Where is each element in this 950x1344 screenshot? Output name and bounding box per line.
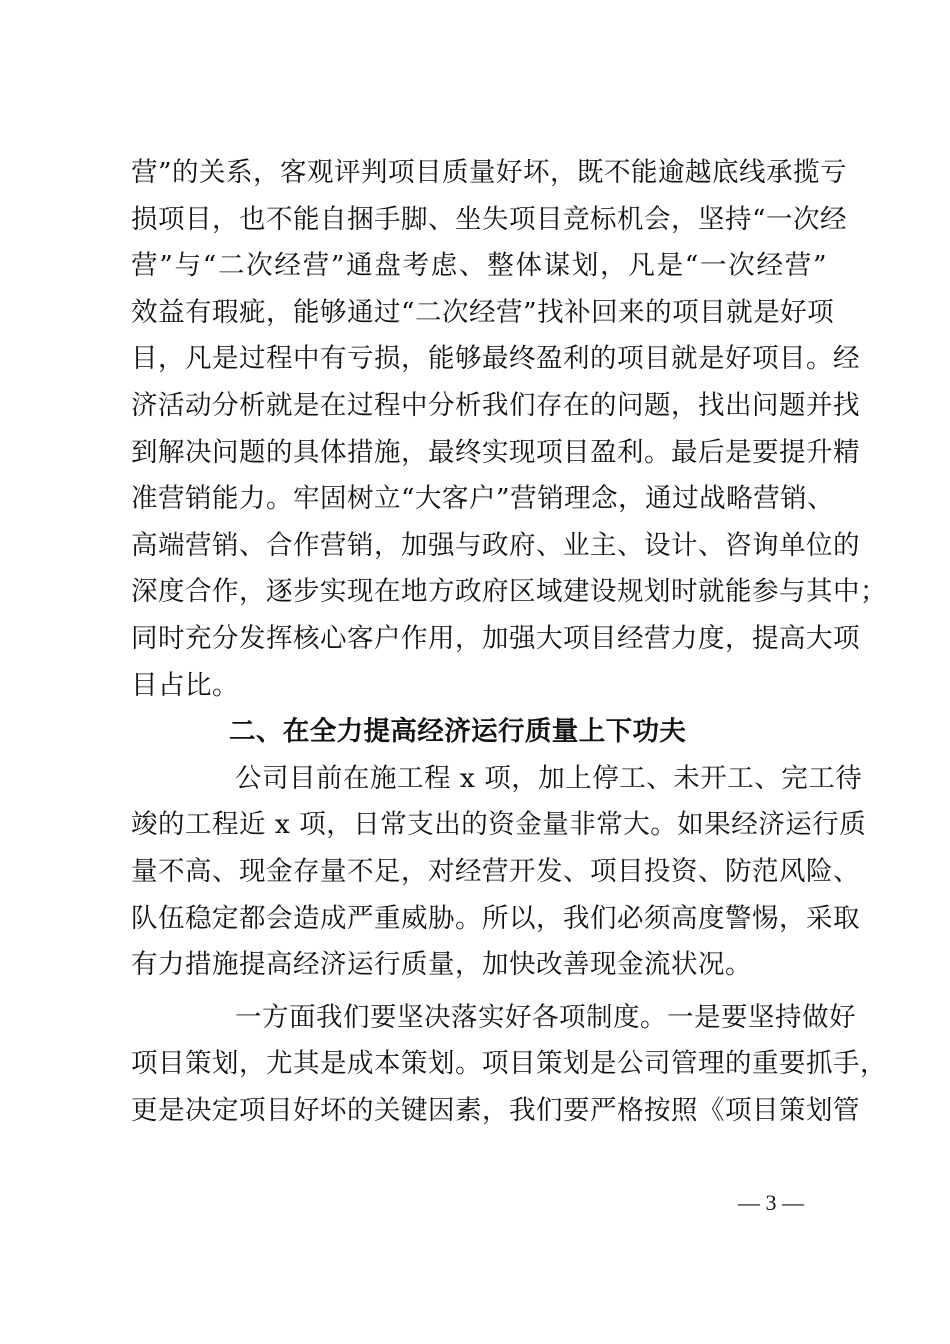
text-line: 队伍稳定都会造成严重威胁。所以，我们必须高度警惕，采取 [131, 902, 860, 934]
page-body [131, 150, 887, 1134]
text-line: 到解决问题的具体措施，最终实现项目盈利。最后是要提升精 [131, 436, 860, 468]
text-line: 损项目，也不能自捆手脚、坐失项目竞标机会，坚持“一次经 [131, 203, 848, 235]
text-line: 济活动分析就是在过程中分析我们存在的问题，找出问题并找 [131, 389, 860, 421]
text-line: 高端营销、合作营销，加强与政府、业主、设计、咨询单位的 [131, 529, 860, 561]
paragraph-1 [131, 150, 887, 709]
text-line: 有力措施提高经济运行质量，加快改善现金流状况。 [131, 949, 752, 981]
text-line: 项目策划，尤其是成本策划。项目策划是公司管理的重要抓手， [131, 1048, 887, 1080]
text-line: 一方面我们要坚决落实好各项制度。一是要坚持做好 [235, 1001, 856, 1033]
text-line: 准营销能力。牢固树立“大客户”营销理念，通过战略营销、 [131, 483, 835, 515]
text-line: 公司目前在施工程 x 项，加上停工、未开工、完工待 [235, 762, 863, 794]
text-line: 同时充分发挥核心客户作用，加强大项目经营力度，提高大项 [131, 622, 860, 654]
page-number: — 3 — [738, 1190, 804, 1215]
text-line: 竣的工程近 x 项，日常支出的资金量非常大。如果经济运行质 [131, 809, 867, 841]
text-line: 效益有瑕疵，能够通过“二次经营”找补回来的项目就是好项 [131, 296, 835, 328]
text-line: 营”的关系，客观评判项目质量好坏，既不能逾越底线承揽亏 [131, 157, 848, 188]
text-line: 营”与“二次经营”通盘考虑、整体谋划，凡是“一次经营” [131, 250, 827, 282]
text-line: 目，凡是过程中有亏损，能够最终盈利的项目就是好项目。经 [131, 343, 860, 375]
paragraph-3 [131, 995, 887, 1135]
text-line: 深度合作，逐步实现在地方政府区域建设规划时就能参与其中； [131, 576, 887, 608]
text-line: 目占比。 [131, 669, 239, 701]
text-line: 量不高、现金存量不足，对经营开发、项目投资、防范风险、 [131, 855, 860, 887]
text-line: 更是决定项目好坏的关键因素，我们要严格按照《项目策划管 [131, 1094, 860, 1126]
paragraph-2 [131, 756, 867, 989]
section-heading: 二、在全力提高经济运行质量上下功夫 [229, 716, 687, 748]
